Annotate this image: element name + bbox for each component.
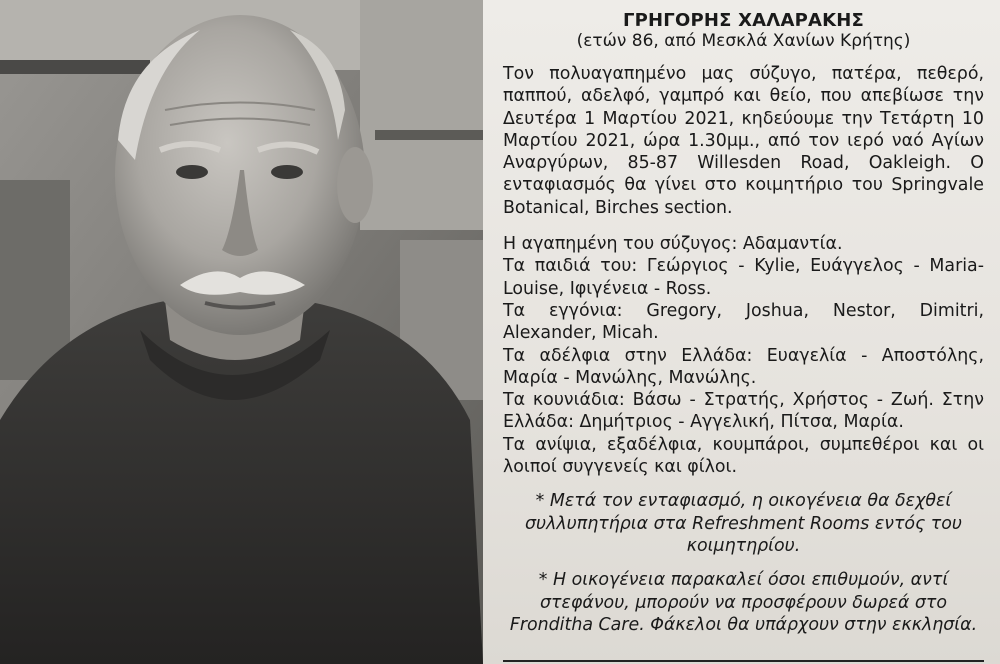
donation-note: * Η οικογένεια παρακαλεί όσοι επιθυμούν, αντί στεφάνου, μπορούν να προσφέρουν δωρεά στο Fronditha Care. Φάκελοι θα υπάρχουν στην εκκλησία. bbox=[509, 570, 978, 635]
family-list bbox=[503, 233, 984, 478]
family-spouse: Η αγαπημένη του σύζυγος: Αδαμαντία. bbox=[503, 234, 843, 255]
obituary-text-column bbox=[483, 0, 1000, 664]
funeral-announcement: Τον πολυαγαπημένο μας σύζυγο, πατέρα, πεθερό, παππού, αδελφό, γαμπρό και θείο, που απεβίωσε την Δευτέρα 1 Μαρτίου 2021, κηδεύουμε την Τετάρτη 10 Μαρτίου 2021, ώρα 1.30μμ., από τον ιερό ναό Αγίων Αναργύρων, 85-87 Willesden Road, Oakleigh. Ο ενταφιασμός θα γίνει στο κοιμητήριο του Springvale Botanical, Birches section. bbox=[503, 64, 984, 218]
deceased-name: ΓΡΗΓΟΡΗΣ ΧΑΛΑΡΑΚΗΣ bbox=[622, 10, 865, 31]
condolences-note: * Μετά τον ενταφιασμό, η οικογένεια θα δεχθεί συλλυπητήρια στα Refreshment Rooms εντός του κοιμητηρίου. bbox=[525, 491, 962, 556]
family-relatives: Τα ανίψια, εξαδέλφια, κουμπάροι, συμπεθέροι και οι λοιποί συγγενείς και φίλοι. bbox=[503, 434, 984, 478]
deceased-subtitle: (ετών 86, από Μεσκλά Χανίων Κρήτης) bbox=[576, 31, 911, 51]
family-siblings: Τα αδέλφια στην Ελλάδα: Ευαγελία - Αποστόλης, Μαρία - Μανώλης, Μανώλης. bbox=[503, 345, 984, 388]
family-children: Τα παιδιά του: Γεώργιος - Kylie, Ευάγγελος - Maria-Louise, Ιφιγένεια - Ross. bbox=[503, 256, 984, 299]
family-grandchildren: Τα εγγόνια: Gregory, Joshua, Nestor, Dimitri, Alexander, Micah. bbox=[503, 300, 984, 344]
bottom-rule bbox=[503, 660, 984, 662]
family-in-laws: Τα κουνιάδια: Βάσω - Στρατής, Χρήστος - Ζωή. Στην Ελλάδα: Δημήτριος - Αγγελική, Πίτσα, Μαρία. bbox=[503, 390, 984, 433]
portrait-photo bbox=[0, 0, 483, 664]
portrait-illustration bbox=[0, 0, 483, 664]
